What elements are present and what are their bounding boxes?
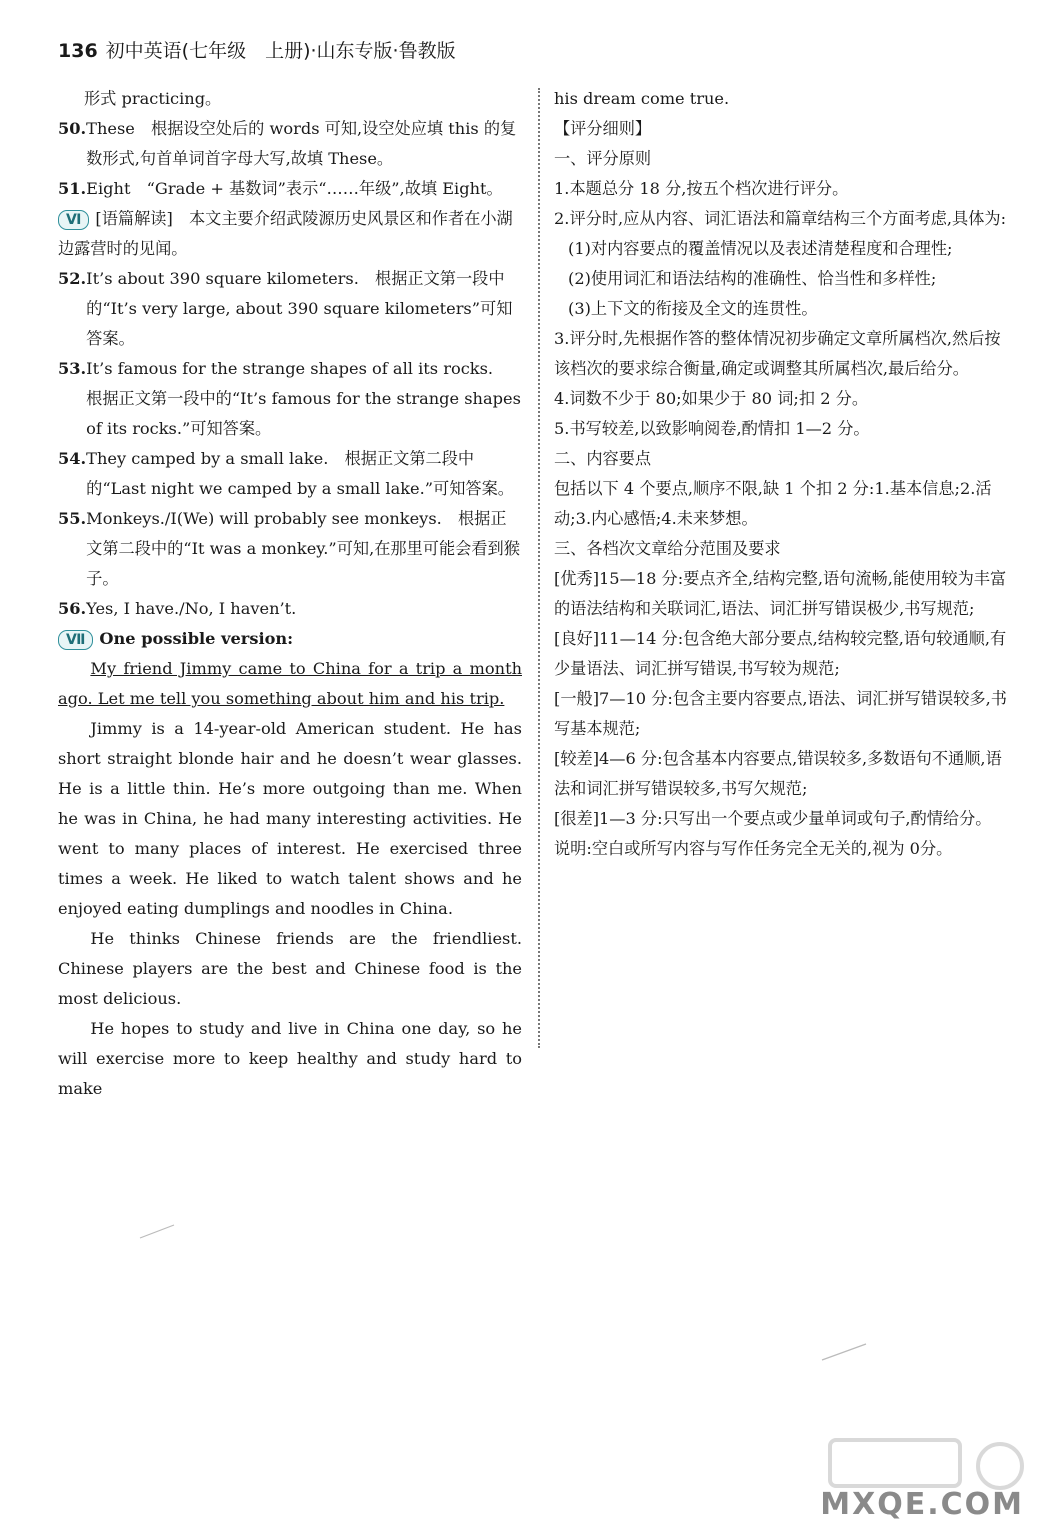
section-badge: Ⅶ xyxy=(58,630,93,650)
pencil-mark xyxy=(820,1340,870,1364)
pencil-mark xyxy=(138,1222,178,1242)
rubric-subitem: (1)对内容要点的覆盖情况以及表述清楚程度和合理性; xyxy=(568,239,953,258)
section-6: Ⅵ [语篇解读] 本文主要介绍武陵源历史风景区和作者在小湖边露营时的见闻。 xyxy=(58,209,513,258)
grade-average: [一般]7—10 分:包含主要内容要点,语法、词汇拼写错误较多,书写基本规范; xyxy=(554,689,1007,738)
content-points: 包括以下 4 个要点,顺序不限,缺 1 个扣 2 分:1.基本信息;2.活动;3.内心感悟;4.未来梦想。 xyxy=(554,479,992,528)
essay-paragraph: My friend Jimmy came to China for a trip a month ago. Let me tell you something about him and his trip. xyxy=(58,659,522,708)
rubric-section: 三、各档次文章给分范围及要求 xyxy=(554,539,781,558)
grade-poor: [较差]4—6 分:包含基本内容要点,错误较多,多数语句不通顺,语法和词汇拼写错误较多,书写欠规范; xyxy=(554,749,1002,798)
continued-text: his dream come true. xyxy=(554,89,730,108)
essay-paragraph: He thinks Chinese friends are the friendliest. Chinese players are the best and Chinese food is the most delicious. xyxy=(58,929,522,1008)
watermark-text: MXQE.COM xyxy=(820,1487,1024,1522)
answer-50: 50. These 根据设空处后的 words 可知,设空处应填 this 的复数形式,句首单词首字母大写,故填 These。 xyxy=(58,119,517,168)
essay-paragraph: He hopes to study and live in China one day, so he will exercise more to keep healthy and study hard to make xyxy=(58,1019,522,1098)
rubric-item: 3.评分时,先根据作答的整体情况初步确定文章所属档次,然后按该档次的要求综合衡量,确定或调整其所属档次,最后给分。 xyxy=(554,329,1001,378)
column-divider xyxy=(538,88,540,1048)
rubric-subitem: (2)使用词汇和语法结构的准确性、恰当性和多样性; xyxy=(568,269,937,288)
continued-text: 形式 practicing。 xyxy=(84,89,222,108)
book-title: 初中英语(七年级 上册)·山东专版·鲁教版 xyxy=(105,40,456,62)
section-badge: Ⅵ xyxy=(58,210,89,230)
left-column xyxy=(58,84,522,1104)
rubric-item: 1.本题总分 18 分,按五个档次进行评分。 xyxy=(554,179,849,198)
answer-56: 56. Yes, I have./No, I haven’t. xyxy=(58,599,297,618)
answer-53: 53. It’s famous for the strange shapes of all its rocks. 根据正文第一段中的“It’s famous for the strange shapes of its rocks.”可知答案。 xyxy=(58,359,521,438)
right-column xyxy=(554,84,1012,864)
section-7: Ⅶ One possible version: xyxy=(58,624,522,654)
grade-excellent: [优秀]15—18 分:要点齐全,结构完整,语句流畅,能使用较为丰富的语法结构和关联词汇,语法、词汇拼写错误极少,书写规范; xyxy=(554,569,1007,618)
rubric-note: 说明:空白或所写内容与写作任务完全无关的,视为 0分。 xyxy=(554,839,953,858)
rubric-section: 二、内容要点 xyxy=(554,449,652,468)
rubric-item: 2.评分时,应从内容、词汇语法和篇章结构三个方面考虑,具体为: xyxy=(554,209,1007,228)
page-number: 136 xyxy=(58,40,98,62)
rubric-section: 一、评分原则 xyxy=(554,149,652,168)
essay-paragraph: Jimmy is a 14-year-old American student. He has short straight blonde hair and he doesn’t wear glasses. He is a little thin. He’s more outgoing than me. When he was in China, he had many interesting activities. He went to many places of interest. He exercised three times a week. He liked to watch talent shows and he enjoyed eating dumplings and noodles in China. xyxy=(58,719,522,918)
answer-52: 52. It’s about 390 square kilometers. 根据正文第一段中的“It’s very large, about 390 square kilometers”可知答案。 xyxy=(58,269,513,348)
answer-55: 55. Monkeys./I(We) will probably see monkeys. 根据正文第二段中的“It was a monkey.”可知,在那里可能会看到猴子。 xyxy=(58,509,520,588)
rubric-item: 5.书写较差,以致影响阅卷,酌情扣 1—2 分。 xyxy=(554,419,870,438)
rubric-title: 【评分细则】 xyxy=(554,119,652,138)
answer-54: 54. They camped by a small lake. 根据正文第二段中的“Last night we camped by a small lake.”可知答案。 xyxy=(58,449,514,498)
page-header xyxy=(58,36,456,63)
rubric-item: 4.词数不少于 80;如果少于 80 词;扣 2 分。 xyxy=(554,389,869,408)
rubric-subitem: (3)上下文的衔接及全文的连贯性。 xyxy=(568,299,818,318)
grade-good: [良好]11—14 分:包含绝大部分要点,结构较完整,语句较通顺,有少量语法、词汇拼写错误,书写较为规范; xyxy=(554,629,1007,678)
answer-51: 51. Eight “Grade + 基数词”表示“……年级”,故填 Eight。 xyxy=(58,179,503,198)
grade-very-poor: [很差]1—3 分:只写出一个要点或少量单词或句子,酌情给分。 xyxy=(554,809,992,828)
